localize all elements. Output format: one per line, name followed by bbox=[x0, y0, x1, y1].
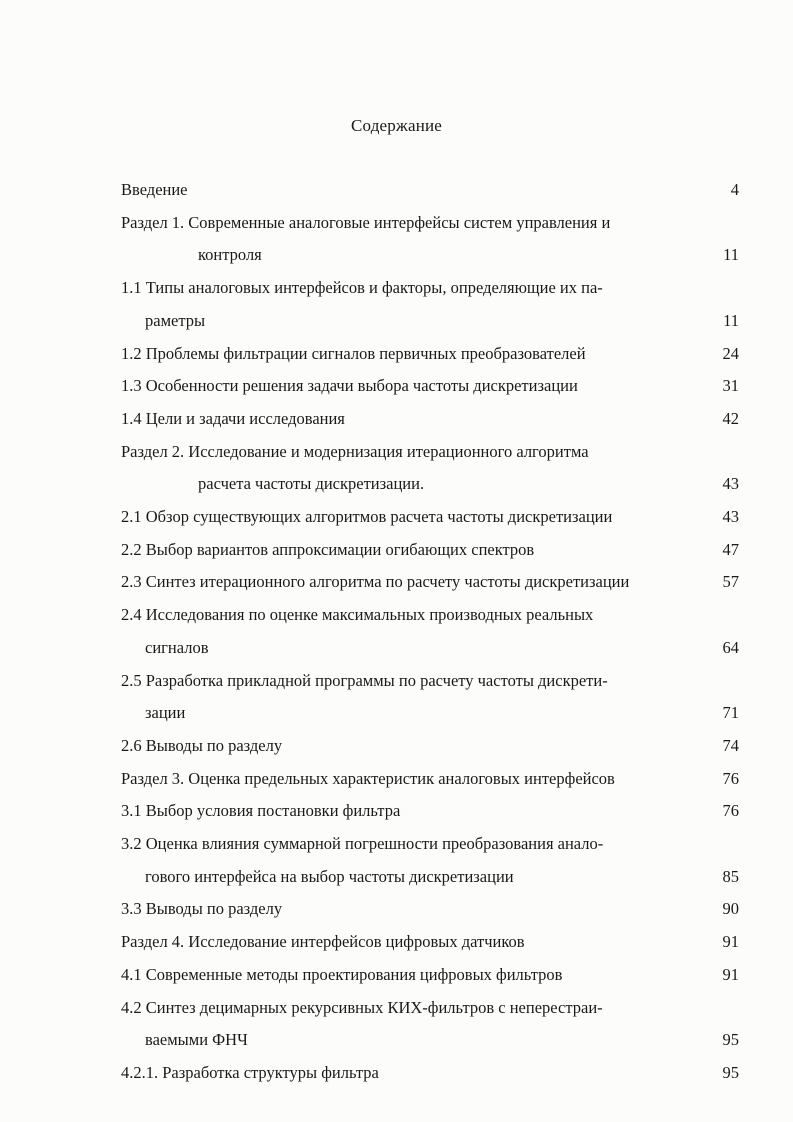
toc-entry-2-1 bbox=[121, 501, 741, 534]
toc-entry-text-continued: зации bbox=[145, 703, 186, 723]
toc-title: Содержание bbox=[350, 116, 443, 135]
toc-entry-section-2 bbox=[121, 436, 741, 501]
toc-entry-text-continued: гового интерфейса на выбор частоты дискретизации bbox=[145, 866, 514, 886]
toc-entry-3-1 bbox=[121, 795, 741, 828]
toc-entry-text-continued: раметры bbox=[145, 310, 206, 330]
toc-entry-2-6 bbox=[121, 730, 741, 763]
table-of-contents bbox=[121, 174, 741, 1090]
toc-page-number: 85 bbox=[722, 866, 739, 886]
toc-page-number: 64 bbox=[722, 637, 739, 657]
toc-entry-text: Раздел 1. Современные аналоговые интерфейсы систем управления и bbox=[121, 212, 611, 232]
toc-page-number: 42 bbox=[722, 408, 739, 428]
toc-entry-text: 2.1 Обзор существующих алгоритмов расчета частоты дискретизации bbox=[121, 507, 613, 527]
toc-page-number: 91 bbox=[722, 932, 739, 952]
toc-entry-text: 2.4 Исследования по оценке максимальных производных реальных bbox=[121, 605, 594, 625]
toc-entry-4-1 bbox=[121, 959, 741, 992]
toc-page-number: 43 bbox=[722, 474, 739, 494]
toc-entry-2-2 bbox=[121, 534, 741, 567]
toc-entry-introduction bbox=[121, 174, 741, 207]
toc-entry-text-continued: сигналов bbox=[145, 637, 209, 657]
toc-page-number: 74 bbox=[722, 735, 739, 755]
toc-page-number: 24 bbox=[722, 343, 739, 363]
toc-page-number: 47 bbox=[722, 539, 739, 559]
toc-page-number: 71 bbox=[722, 703, 739, 723]
toc-entry-text: 2.6 Выводы по разделу bbox=[121, 735, 283, 755]
toc-entry-text: Раздел 4. Исследование интерфейсов цифровых датчиков bbox=[121, 932, 525, 952]
toc-entry-text: 3.3 Выводы по разделу bbox=[121, 899, 283, 919]
toc-entry-text: 4.2.1. Разработка структуры фильтра bbox=[121, 1062, 379, 1082]
toc-entry-1-2 bbox=[121, 338, 741, 371]
toc-entry-4-2 bbox=[121, 992, 741, 1057]
toc-page-number: 76 bbox=[722, 768, 739, 788]
toc-entry-text: Раздел 2. Исследование и модернизация итерационного алгоритма bbox=[121, 441, 589, 461]
toc-entry-4-2-1 bbox=[121, 1057, 741, 1090]
toc-entry-text: 1.1 Типы аналоговых интерфейсов и факторы, определяющие их па- bbox=[121, 278, 603, 298]
toc-page-number: 11 bbox=[723, 245, 739, 265]
toc-entry-text: Введение bbox=[121, 180, 188, 199]
toc-entry-1-4 bbox=[121, 403, 741, 436]
toc-entry-text: 2.2 Выбор вариантов аппроксимации огибающих спектров bbox=[121, 539, 535, 559]
toc-entry-text: 4.1 Современные методы проектирования цифровых фильтров bbox=[121, 964, 563, 984]
toc-entry-text: 1.2 Проблемы фильтрации сигналов первичных преобразователей bbox=[121, 343, 586, 363]
toc-entry-text: 1.3 Особенности решения задачи выбора частоты дискретизации bbox=[121, 376, 578, 396]
toc-entry-section-4 bbox=[121, 926, 741, 959]
toc-page-number: 90 bbox=[722, 899, 739, 919]
toc-page-number: 43 bbox=[722, 507, 739, 527]
toc-entry-text: 1.4 Цели и задачи исследования bbox=[121, 408, 345, 428]
toc-entry-3-3 bbox=[121, 893, 741, 926]
toc-entry-text-continued: расчета частоты дискретизации. bbox=[198, 474, 425, 494]
toc-entry-1-3 bbox=[121, 370, 741, 403]
toc-entry-section-3 bbox=[121, 763, 741, 796]
toc-entry-3-2 bbox=[121, 828, 741, 893]
toc-entry-text-continued: контроля bbox=[198, 245, 262, 265]
toc-page-number: 76 bbox=[722, 801, 739, 821]
toc-entry-2-4 bbox=[121, 599, 741, 664]
toc-page-number: 95 bbox=[722, 1062, 739, 1082]
toc-entry-text: 2.3 Синтез итерационного алгоритма по расчету частоты дискретизации bbox=[121, 572, 630, 592]
toc-entry-text: 4.2 Синтез децимарных рекурсивных КИХ-фильтров с неперестраи- bbox=[121, 997, 603, 1017]
toc-entry-text-continued: ваемыми ФНЧ bbox=[145, 1030, 248, 1050]
toc-page-number: 91 bbox=[722, 964, 739, 984]
toc-page-number: 57 bbox=[722, 572, 739, 592]
toc-entry-text: 3.1 Выбор условия постановки фильтра bbox=[121, 801, 401, 821]
toc-page-number: 11 bbox=[723, 310, 739, 330]
toc-entry-section-1 bbox=[121, 207, 741, 272]
toc-entry-text: 2.5 Разработка прикладной программы по расчету частоты дискрети- bbox=[121, 670, 608, 690]
toc-page-number: 4 bbox=[730, 180, 739, 199]
toc-entry-text: Раздел 3. Оценка предельных характеристик аналоговых интерфейсов bbox=[121, 768, 615, 788]
toc-page-number: 95 bbox=[722, 1030, 739, 1050]
toc-entry-text: 3.2 Оценка влияния суммарной погрешности преобразования анало- bbox=[121, 834, 604, 854]
toc-entry-1-1 bbox=[121, 272, 741, 337]
toc-entry-2-5 bbox=[121, 665, 741, 730]
toc-page-number: 31 bbox=[722, 376, 739, 396]
toc-entry-2-3 bbox=[121, 566, 741, 599]
